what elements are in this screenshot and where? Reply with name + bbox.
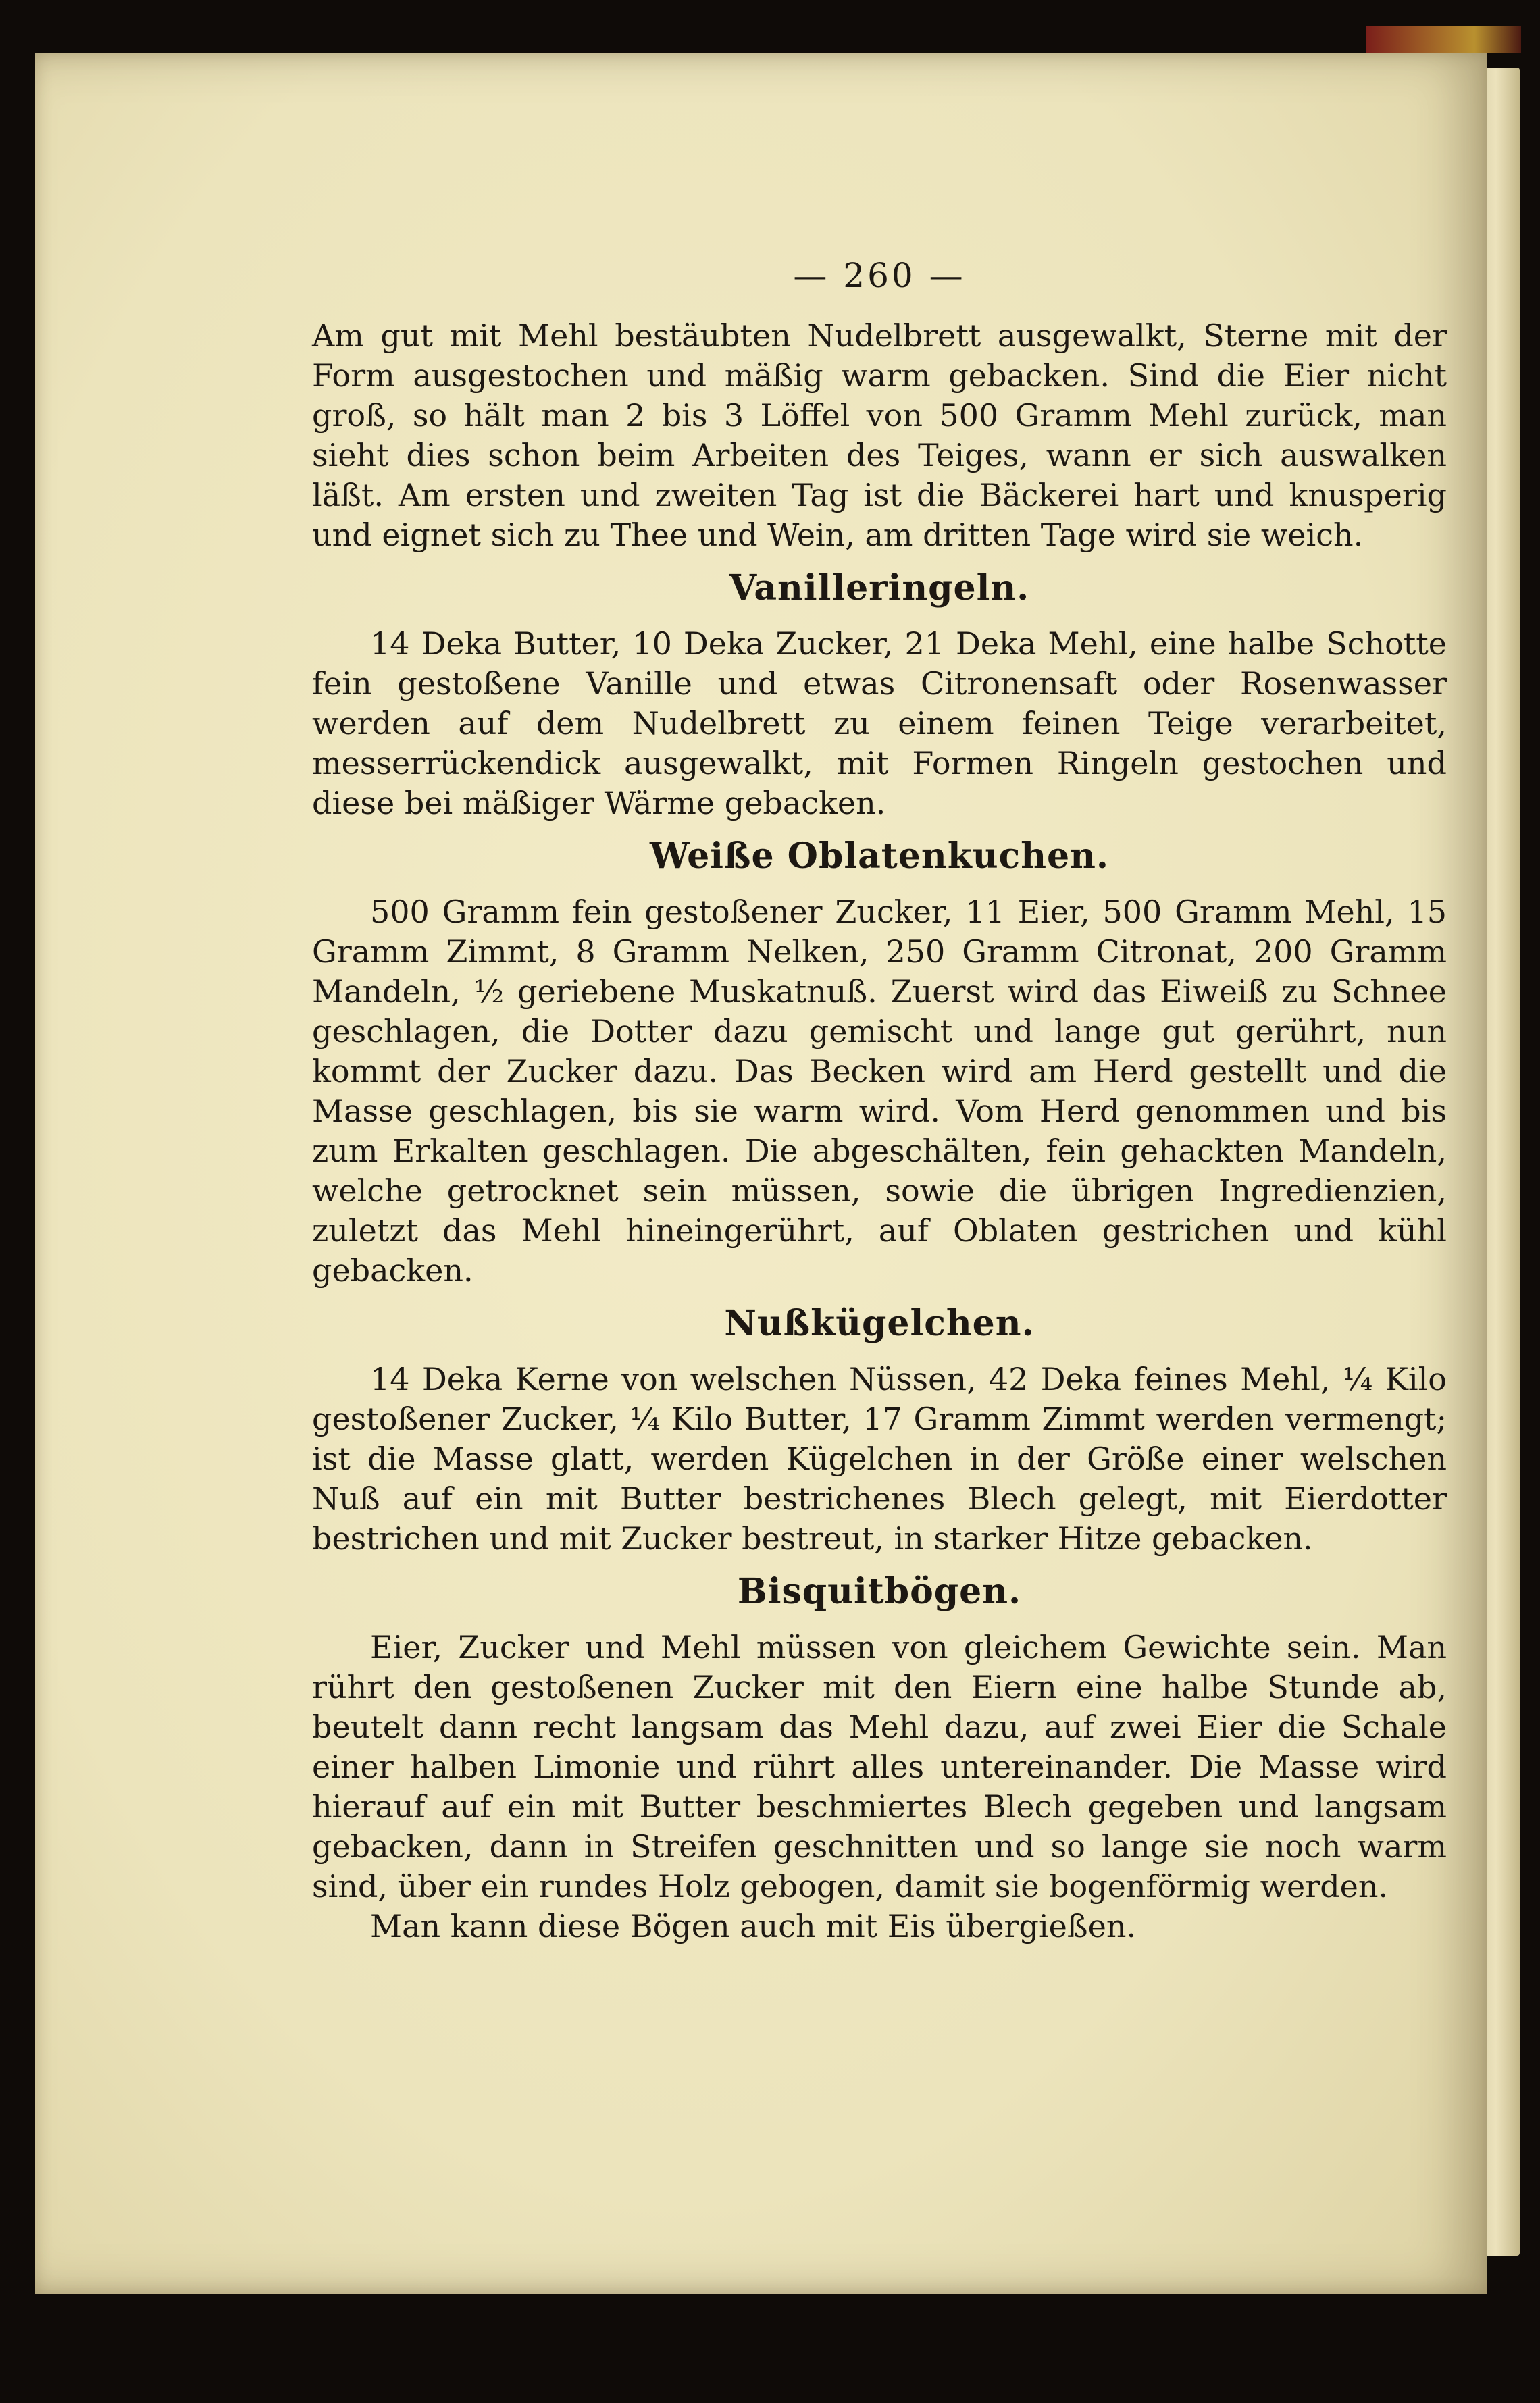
recipe-body-vanilleringeln: 14 Deka Butter, 10 Deka Zucker, 21 Deka Mehl, eine halbe Schotte fein gestoßene Vanille und etwas Citronensaft oder Rosenwasser werden auf dem Nudelbrett zu einem feinen Teige verarbeitet, messerrückendick ausgewalkt, mit Formen Ringeln gestochen und diese bei mäßiger Wärme gebacken. bbox=[312, 625, 1447, 821]
book-spine-edge bbox=[1366, 26, 1521, 53]
recipe-title-bisquitboegen: Bisquitbögen. bbox=[737, 1571, 1022, 1612]
recipe-title-oblatenkuchen: Weiße Oblatenkuchen. bbox=[649, 835, 1109, 877]
recipe-body-oblatenkuchen: 500 Gramm fein gestoßener Zucker, 11 Eier, 500 Gramm Mehl, 15 Gramm Zimmt, 8 Gramm Nelken, 250 Gramm Citronat, 200 Gramm Mandeln, ½ geriebene Muskatnuß. Zuerst wird das Eiweiß zu Schnee geschlagen, die Dotter dazu gemischt und lange gut gerührt, nun kommt der Zucker dazu. Das Becken wird am Herd gestellt und die Masse geschlagen, bis sie warm wird. Vom Herd genommen und bis zum Erkalten geschlagen. Die abgeschälten, fein gehackten Mandeln, welche getrocknet sein müssen, sowie die übrigen Ingredienzien, zuletzt das Mehl hineingerührt, auf Oblaten gestrichen und kühl gebacken. bbox=[312, 894, 1447, 1289]
recipe-title-vanilleringeln: Vanilleringeln. bbox=[729, 567, 1030, 609]
recipe-title-nusskuegelchen: Nußkügelchen. bbox=[724, 1303, 1035, 1344]
recipe-body-nusskuegelchen: 14 Deka Kerne von welschen Nüssen, 42 Deka feines Mehl, ¼ Kilo gestoßener Zucker, ¼ Kilo Butter, 17 Gramm Zimmt werden vermengt; ist die Masse glatt, werden Kügelchen in der Größe einer welschen Nuß auf ein mit Butter bestrichenes Blech gelegt, mit Eierdotter bestrichen und mit Zucker bestreut, in starker Hitze gebacken. bbox=[312, 1361, 1447, 1557]
intro-paragraph: Am gut mit Mehl bestäubten Nudelbrett ausgewalkt, Sterne mit der Form ausgestochen und mäßig warm gebacken. Sind die Eier nicht groß, so hält man 2 bis 3 Löffel von 500 Gramm Mehl zurück, man sieht dies schon beim Arbeiten des Teiges, wann er sich auswalken läßt. Am ersten und zweiten Tag ist die Bäckerei hart und knusperig und eignet sich zu Thee und Wein, am dritten Tage wird sie weich. bbox=[312, 317, 1447, 553]
page-number: — 260 — bbox=[793, 256, 966, 295]
recipe-body-bisquitboegen: Eier, Zucker und Mehl müssen von gleichem Gewichte sein. Man rührt den gestoßenen Zucker mit den Eiern eine halbe Stunde ab, beutelt dann recht langsam das Mehl dazu, auf zwei Eier die Schale einer halben Limonie und rührt alles untereinander. Die Masse wird hierauf auf ein mit Butter beschmiertes Blech gegeben und langsam gebacken, dann in Streifen geschnitten und so lange sie noch warm sind, über ein rundes Holz gebogen, damit sie bogenförmig werden. bbox=[312, 1629, 1447, 1905]
page-content bbox=[312, 249, 1447, 1946]
recipe-note-bisquitboegen: Man kann diese Bögen auch mit Eis übergießen. bbox=[370, 1908, 1137, 1944]
book-page bbox=[35, 53, 1487, 2294]
